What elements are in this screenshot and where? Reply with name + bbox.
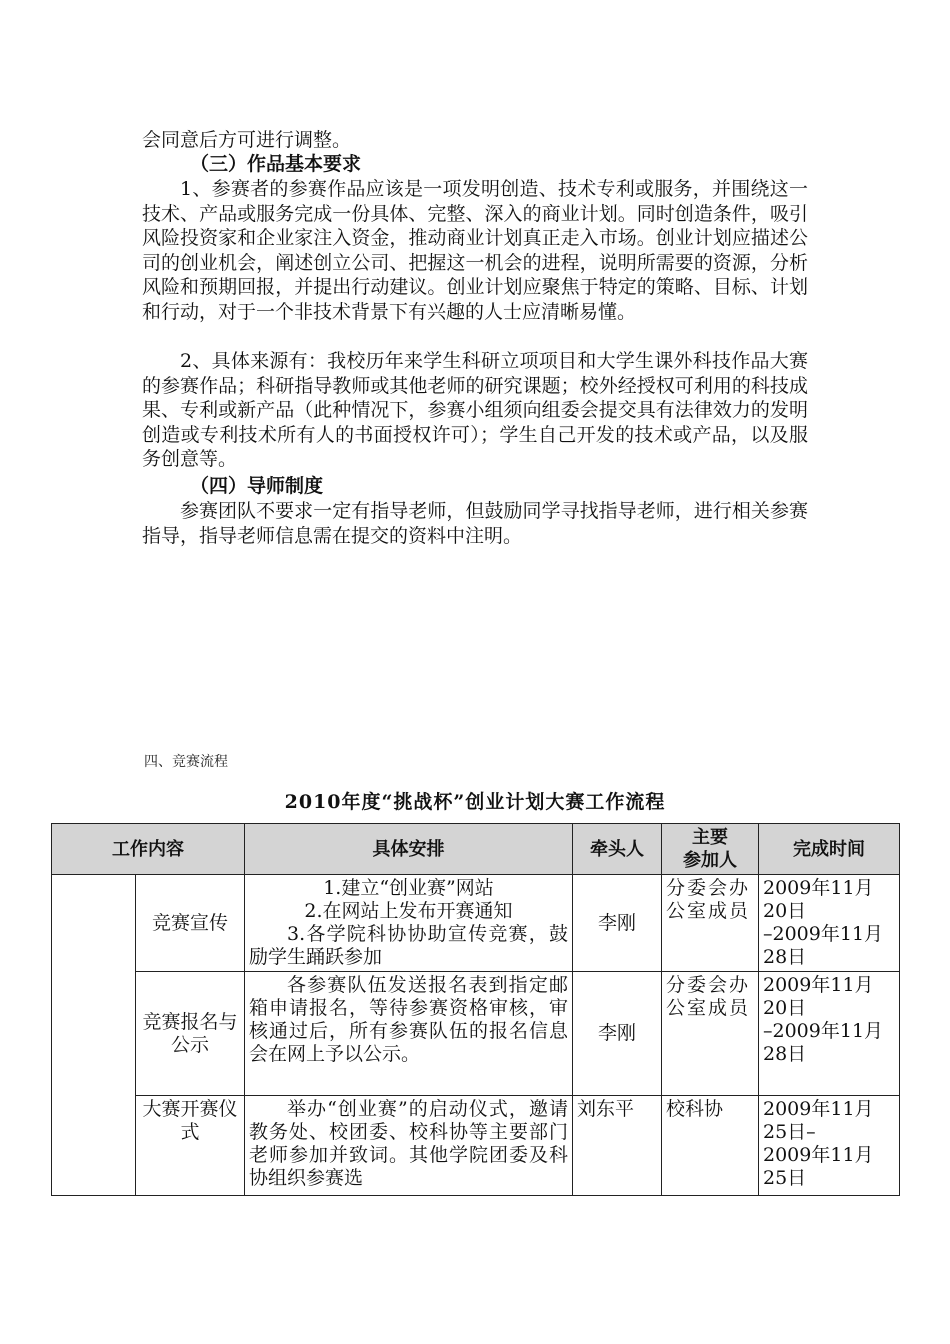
row-category: 竞赛宣传	[136, 875, 245, 972]
table-title: 2010年度“挑战杯”创业计划大赛工作流程	[284, 791, 666, 813]
header-content: 工作内容	[52, 824, 245, 875]
row-participants: 分委会办公室成员	[662, 875, 759, 972]
row-leader: 刘东平	[573, 1096, 662, 1196]
detail-line: 举办“创业赛”的启动仪式，邀请教务处、校团委、校科协等主要部门老师参加并致词。其他学院团委及科协组织参赛选	[249, 1098, 568, 1189]
row-detail	[245, 972, 573, 1096]
header-leader: 牵头人	[573, 824, 662, 875]
detail-line: 1.建立“创业赛”网站	[323, 877, 494, 899]
row-participants: 分委会办公室成员	[662, 972, 759, 1096]
intro-line: 会同意后方可进行调整。	[142, 129, 352, 151]
time-line: 25日–	[763, 1121, 816, 1143]
row-time	[759, 875, 900, 972]
table-row	[52, 1096, 900, 1196]
header-participants	[662, 824, 759, 875]
workflow-table	[51, 823, 900, 1196]
table-header-row	[52, 824, 900, 875]
header-participants-line-2: 参加人	[683, 850, 737, 871]
time-line: –2009年11月	[763, 923, 884, 945]
time-line: 28日	[763, 946, 807, 968]
row-time	[759, 1096, 900, 1196]
row-category: 竞赛报名与公示	[136, 972, 245, 1096]
row-participants: 校科协	[662, 1096, 759, 1196]
section-4-heading: （四）导师制度	[190, 475, 324, 497]
time-line: 2009年11月	[763, 1144, 874, 1166]
table-row	[52, 875, 900, 972]
time-line: 2009年11月	[763, 877, 874, 899]
time-line: 20日	[763, 997, 807, 1019]
detail-line: 各参赛队伍发送报名表到指定邮箱申请报名，等待参赛资格审核，审核通过后，所有参赛队伍的报名信息会在网上予以公示。	[249, 974, 568, 1065]
empty-group-cell	[52, 875, 136, 1196]
detail-line: 2.在网站上发布开赛通知	[304, 900, 513, 922]
header-time: 完成时间	[759, 824, 900, 875]
header-detail: 具体安排	[245, 824, 573, 875]
section-4-paragraph: 参赛团队不要求一定有指导老师，但鼓励同学寻找指导老师，进行相关参赛指导，指导老师信息需在提交的资料中注明。	[142, 500, 808, 547]
time-line: 2009年11月	[763, 1098, 874, 1120]
row-detail	[245, 1096, 573, 1196]
row-leader: 李刚	[573, 972, 662, 1096]
time-line: 28日	[763, 1043, 807, 1065]
time-line: 25日	[763, 1167, 807, 1189]
time-line: –2009年11月	[763, 1020, 884, 1042]
row-detail	[245, 875, 573, 972]
row-leader: 李刚	[573, 875, 662, 972]
row-category: 大赛开赛仪式	[136, 1096, 245, 1196]
flow-section-label: 四、竞赛流程	[144, 754, 228, 770]
section-3-paragraph-2: 2、具体来源有：我校历年来学生科研立项项目和大学生课外科技作品大赛的参赛作品；科研指导教师或其他老师的研究课题；校外经授权可利用的科技成果、专利或新产品（此种情况下，参赛小组须向组委会提交具有法律效力的发明创造或专利技术所有人的书面授权许可）；学生自己开发的技术或产品，以及服务创意等。	[142, 350, 808, 470]
header-participants-line-1: 主要	[692, 827, 728, 848]
row-time	[759, 972, 900, 1096]
section-3-paragraph-1: 1、参赛者的参赛作品应该是一项发明创造、技术专利或服务，并围绕这一技术、产品或服务完成一份具体、完整、深入的商业计划。同时创造条件，吸引风险投资家和企业家注入资金，推动商业计划真正走入市场。创业计划应描述公司的创业机会，阐述创立公司、把握这一机会的进程，说明所需要的资源，分析风险和预期回报，并提出行动建议。创业计划应聚焦于特定的策略、目标、计划和行动，对于一个非技术背景下有兴趣的人士应清晰易懂。	[142, 178, 808, 323]
detail-line: 3.各学院科协协助宣传竞赛，鼓励学生踊跃参加	[249, 923, 568, 968]
time-line: 20日	[763, 900, 807, 922]
section-3-heading: （三）作品基本要求	[190, 153, 362, 175]
table-row	[52, 972, 900, 1096]
time-line: 2009年11月	[763, 974, 874, 996]
